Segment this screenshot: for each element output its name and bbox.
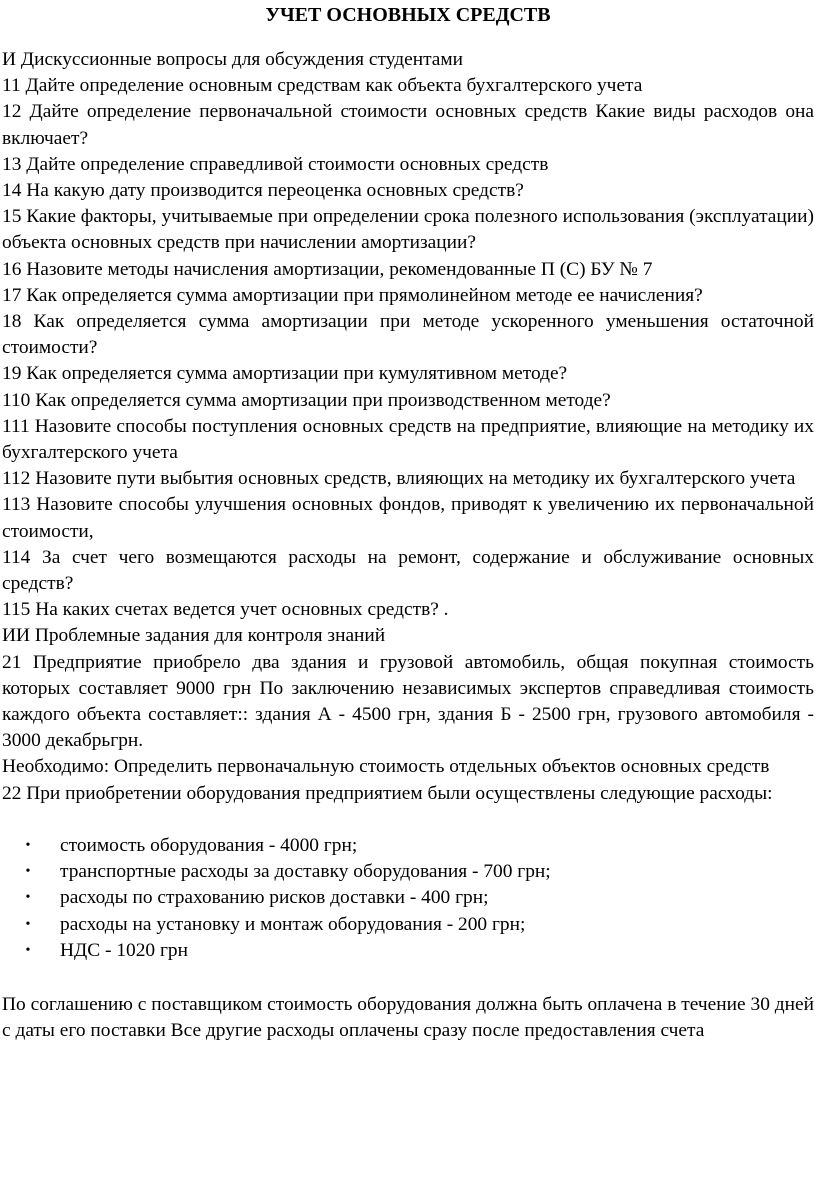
paragraph: 13 Дайте определение справедливой стоимости основных средств xyxy=(2,153,549,175)
list-item xyxy=(2,885,814,911)
paragraph: 113 Назовите способы улучшения основных фондов, приводят к увеличению их первоначальной стоимости, xyxy=(2,494,814,542)
list-item xyxy=(2,912,814,938)
bullet-icon: • xyxy=(25,890,31,906)
paragraph: 22 При приобретении оборудования предприятием были осуществлены следующие расходы: xyxy=(2,782,773,804)
paragraph: И Дискуссионные вопросы для обсуждения студентами xyxy=(2,49,464,70)
paragraph: 115 На каких счетах ведется учет основных средств? . xyxy=(2,599,449,621)
document-body xyxy=(2,47,814,1044)
paragraph: По соглашению с поставщиком стоимость оборудования должна быть оплачена в течение 30 дней с даты его поставки Все другие расходы оплачены сразу после предоставления счета xyxy=(2,993,814,1042)
paragraph: 18 Как определяется сумма амортизации при методе ускоренного уменьшения остаточной стоимости? xyxy=(2,311,814,359)
list-item xyxy=(2,833,814,859)
paragraph: ИИ Проблемные задания для контроля знаний xyxy=(2,625,386,647)
expense-list xyxy=(2,833,814,964)
list-item-text: расходы по страхованию рисков доставки - 400 грн; xyxy=(60,887,489,909)
list-item xyxy=(2,938,814,964)
list-item-text: транспортные расходы за доставку оборудования - 700 грн; xyxy=(60,861,551,883)
paragraph: 16 Назовите методы начисления амортизации, рекомендованные П (С) БУ № 7 xyxy=(2,258,653,280)
paragraph: Необходимо: Определить первоначальную стоимость отдельных объектов основных средств xyxy=(2,756,770,778)
paragraph: 14 На какую дату производится переоценка основных средств? xyxy=(2,180,524,202)
bullet-icon: • xyxy=(25,916,31,932)
paragraph: 15 Какие факторы, учитываемые при определении срока полезного использования (эксплуатации) объекта основных средств при начислении амортизации? xyxy=(2,206,814,254)
paragraph: 12 Дайте определение первоначальной стоимости основных средств Какие виды расходов она включает? xyxy=(2,101,814,149)
list-item-text: расходы на установку и монтаж оборудования - 200 грн; xyxy=(60,913,526,935)
paragraph: 11 Дайте определение основным средствам как объекта бухгалтерского учета xyxy=(2,75,643,97)
paragraph: 17 Как определяется сумма амортизации при прямолинейном методе ее начисления? xyxy=(2,284,703,306)
list-item-text: стоимость оборудования - 4000 грн; xyxy=(60,834,358,856)
paragraph: 110 Как определяется сумма амортизации при производственном методе? xyxy=(2,389,611,411)
bullet-icon: • xyxy=(25,864,31,880)
paragraph: 19 Как определяется сумма амортизации при кумулятивном методе? xyxy=(2,363,568,385)
paragraph: 21 Предприятие приобрело два здания и грузовой автомобиль, общая покупная стоимость которых составляет 9000 грн По заключению независимых экспертов справедливая стоимость каждого объекта составляет:: здания А - 4500 грн, здания Б - 2500 грн, грузового автомобиля - 3000 декабрьгрн. xyxy=(2,651,814,752)
paragraph: 112 Назовите пути выбытия основных средств, влияющих на методику их бухгалтерского учета xyxy=(2,468,796,490)
document-title: УЧЕТ ОСНОВНЫХ СРЕДСТВ xyxy=(265,4,551,26)
bullet-icon: • xyxy=(25,942,31,958)
paragraph: 111 Назовите способы поступления основных средств на предприятие, влияющие на методику их бухгалтерского учета xyxy=(2,415,814,464)
list-item xyxy=(2,859,814,885)
bullet-icon: • xyxy=(25,837,31,853)
list-item-text: НДС - 1020 грн xyxy=(60,939,188,961)
paragraph: 114 За счет чего возмещаются расходы на ремонт, содержание и обслуживание основных средств? xyxy=(2,546,814,595)
